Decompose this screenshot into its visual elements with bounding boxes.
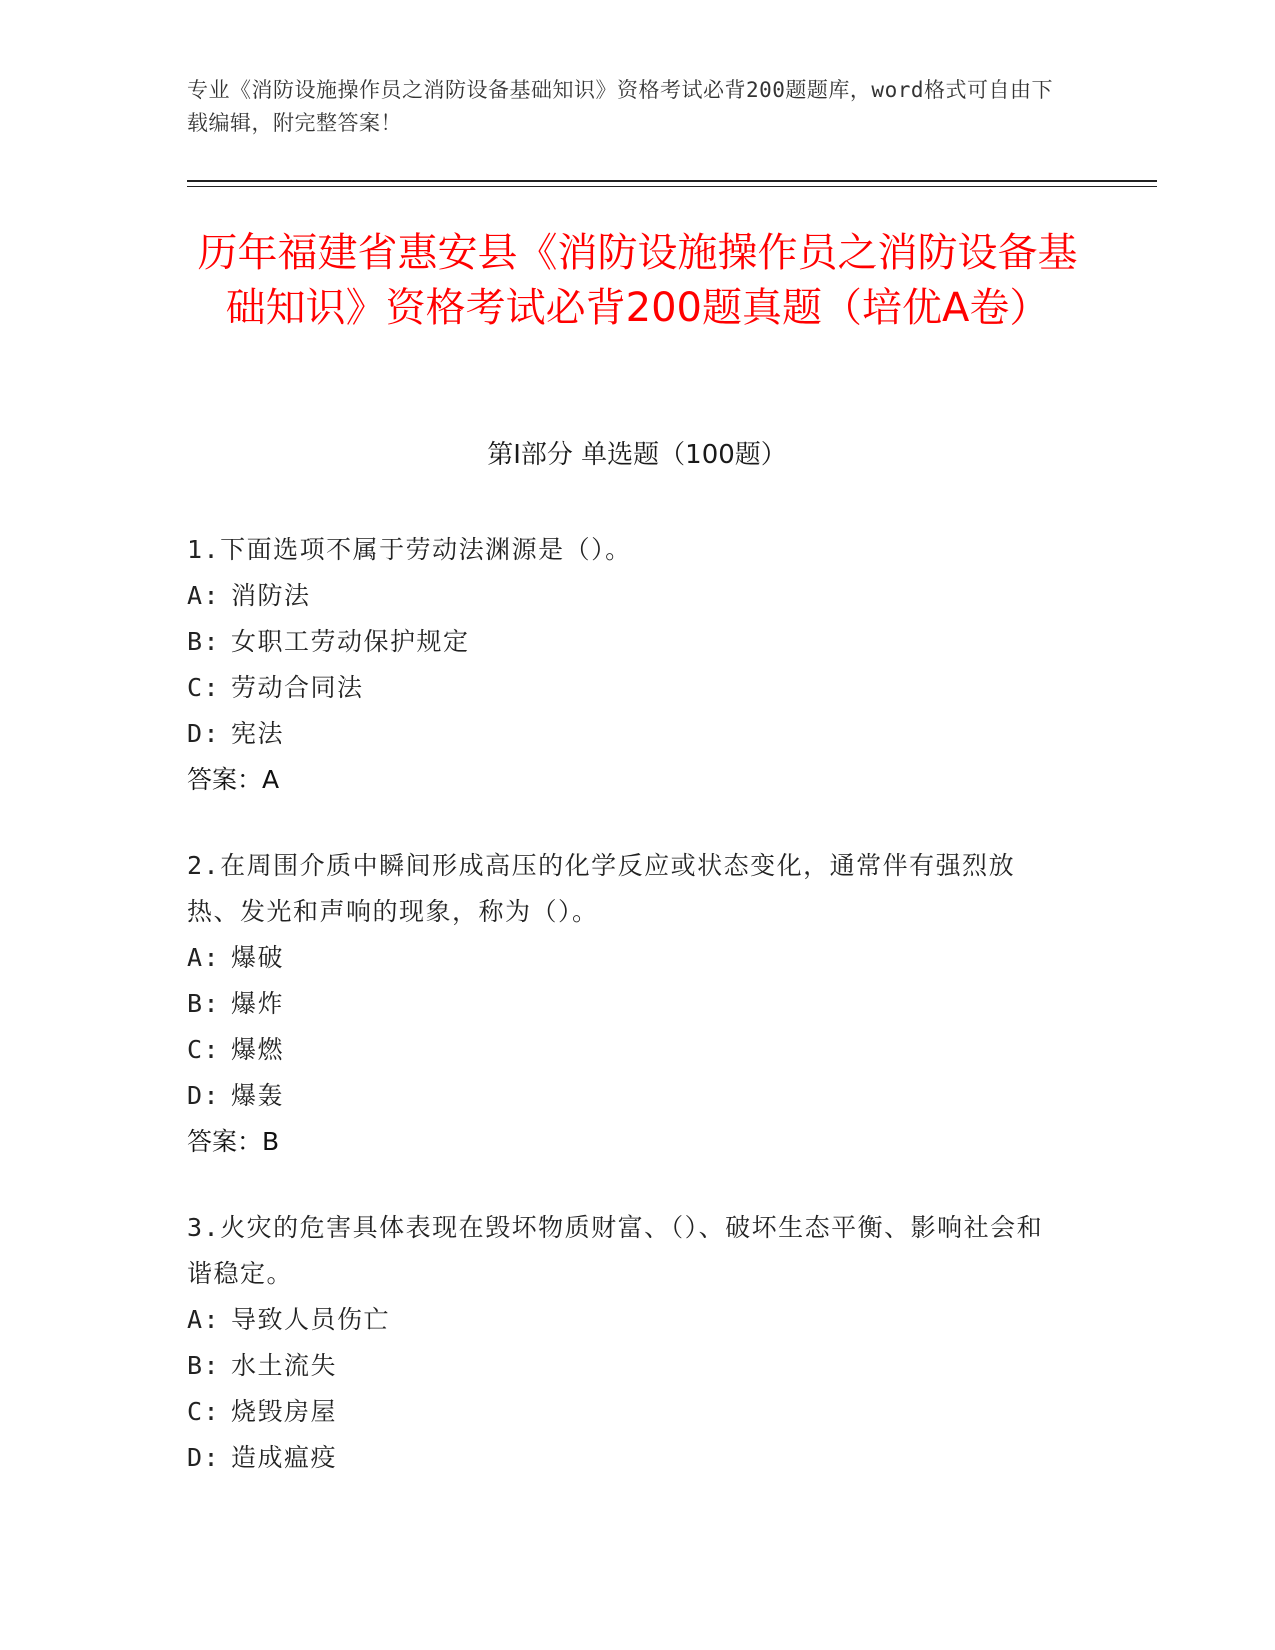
option-letter: B: (187, 1351, 221, 1380)
option-d (187, 1073, 1067, 1119)
option-a (187, 573, 1067, 619)
option-letter: C: (187, 673, 221, 702)
question-stem: 2.在周围介质中瞬间形成高压的化学反应或状态变化，通常伴有强烈放热、发光和声响的现象，称为（）。 (187, 851, 1016, 926)
header-rule-thick (187, 180, 1157, 182)
question-item (187, 843, 1067, 1165)
option-letter: A: (187, 581, 221, 610)
answer-line: 答案：B (187, 1127, 280, 1156)
option-letter: C: (187, 1035, 221, 1064)
header-rule-thin (187, 186, 1157, 187)
option-text: 导致人员伤亡 (231, 1305, 391, 1334)
question-stem: 1.下面选项不属于劳动法渊源是（）。 (187, 535, 632, 564)
option-text: 烧毁房屋 (231, 1397, 338, 1426)
option-text: 爆炸 (231, 989, 285, 1018)
option-d (187, 1435, 1067, 1481)
option-letter: C: (187, 1397, 221, 1426)
option-a (187, 1297, 1067, 1343)
option-b (187, 1343, 1067, 1389)
option-c (187, 1389, 1067, 1435)
option-letter: B: (187, 989, 221, 1018)
section-heading: 第I部分 单选题（100题） (487, 440, 787, 470)
option-text: 水土流失 (231, 1351, 338, 1380)
option-letter: D: (187, 1081, 221, 1110)
option-b (187, 981, 1067, 1027)
document-title: 历年福建省惠安县《消防设施操作员之消防设备基础知识》资格考试必背200题真题（培优A卷） (197, 230, 1078, 331)
option-d (187, 711, 1067, 757)
option-letter: B: (187, 627, 221, 656)
option-c (187, 665, 1067, 711)
option-a (187, 935, 1067, 981)
option-text: 爆轰 (231, 1081, 285, 1110)
question-list (187, 527, 1067, 1521)
answer-line: 答案：A (187, 765, 280, 794)
option-c (187, 1027, 1067, 1073)
option-text: 宪法 (231, 719, 285, 748)
option-text: 劳动合同法 (231, 673, 364, 702)
option-letter: A: (187, 943, 221, 972)
question-item (187, 1205, 1067, 1481)
option-text: 爆破 (231, 943, 285, 972)
option-b (187, 619, 1067, 665)
option-text: 女职工劳动保护规定 (231, 627, 470, 656)
option-letter: D: (187, 1443, 221, 1472)
header-note: 专业《消防设施操作员之消防设备基础知识》资格考试必背200题题库，word格式可自由下载编辑，附完整答案！ (187, 78, 1053, 135)
option-letter: A: (187, 1305, 221, 1334)
option-text: 消防法 (231, 581, 311, 610)
option-letter: D: (187, 719, 221, 748)
question-item (187, 527, 1067, 803)
question-stem: 3.火灾的危害具体表现在毁坏物质财富、（）、破坏生态平衡、影响社会和谐稳定。 (187, 1213, 1044, 1288)
option-text: 造成瘟疫 (231, 1443, 338, 1472)
option-text: 爆燃 (231, 1035, 285, 1064)
